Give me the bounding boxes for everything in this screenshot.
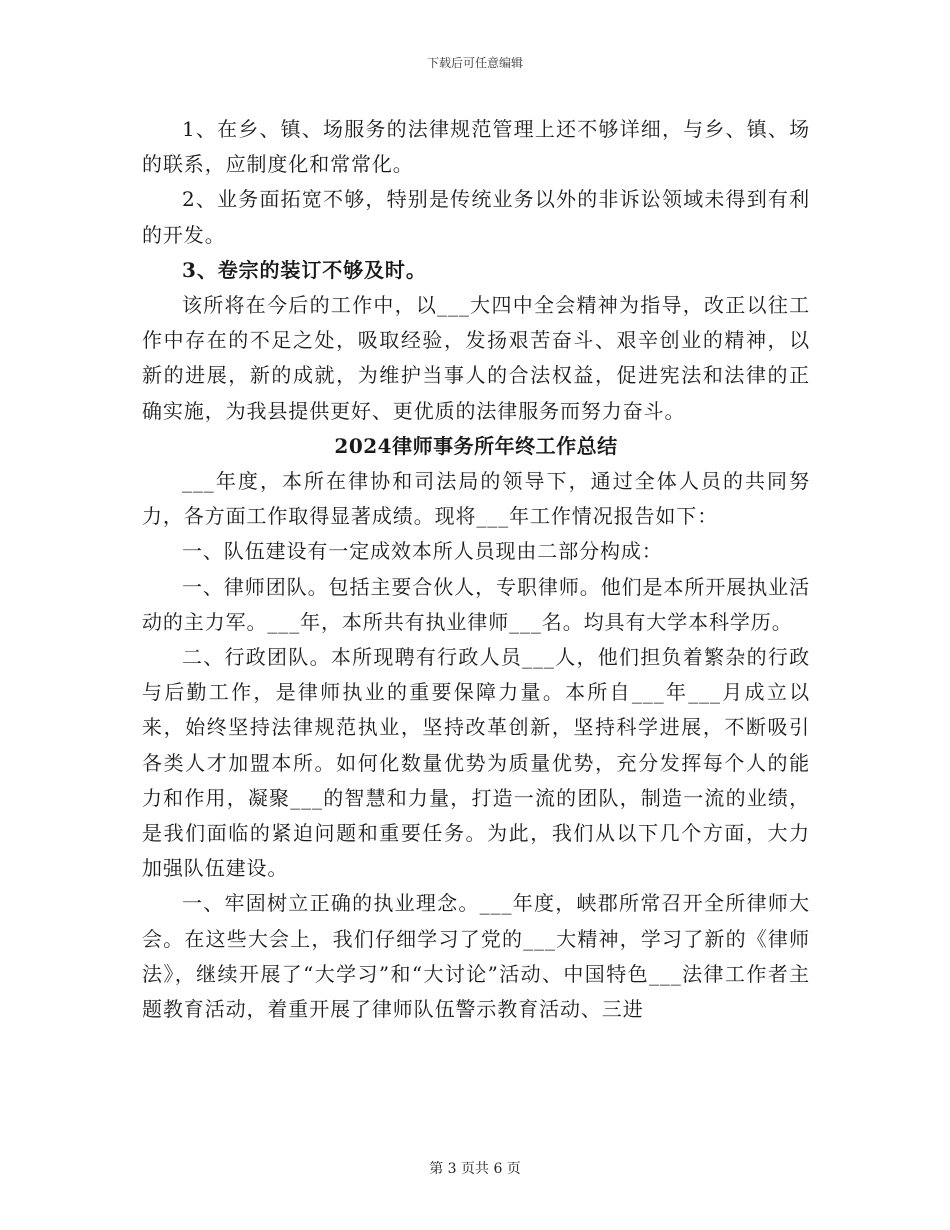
- page-number: 第 3 页共 6 页: [429, 1161, 521, 1177]
- paragraph-3-bold: 3、卷宗的装订不够及时。: [182, 257, 427, 282]
- page-header-note: 下载后可任意编辑: [426, 56, 523, 70]
- section-title: 2024律师事务所年终工作总结: [334, 433, 618, 458]
- paragraph-9: 一、牢固树立正确的执业理念。___年度，峡郡所常召开全所律师大会。在这些大会上，我们仔细学习了党的___大精神，学习了新的《律师法》，继续开展了“大学习”和“大讨论”活动、中国特色___法律工作者主题教育活动，着重开展了律师队伍警示教育活动、三进: [142, 891, 810, 1022]
- paragraph-4: 该所将在今后的工作中，以___大四中全会精神为指导，改正以往工作中存在的不足之处，吸取经验，发扬艰苦奋斗、艰辛创业的精神，以新的进展，新的成就，为维护当事人的合法权益，促进宪法和法律的正确实施，为我县提供更好、更优质的法律服务而努力奋斗。: [142, 293, 810, 423]
- paragraph-2: 2、业务面拓宽不够，特别是传统业务以外的非诉讼领域未得到有利的开发。: [142, 187, 810, 247]
- paragraph-7: 一、律师团队。包括主要合伙人，专职律师。他们是本所开展执业活动的主力军。___年，本所共有执业律师___名。均具有大学本科学历。: [142, 574, 810, 634]
- paragraph-8: 二、行政团队。本所现聘有行政人员___人，他们担负着繁杂的行政与后勤工作，是律师执业的重要保障力量。本所自___年___月成立以来，始终坚持法律规范执业，坚持改革创新，坚持科学进展，不断吸引各类人才加盟本所。如何化数量优势为质量优势，充分发挥每个人的能力和作用，凝聚___的智慧和力量，打造一流的团队，制造一流的业绩，是我们面临的紧迫问题和重要任务。为此，我们从以下几个方面，大力加强队伍建设。: [142, 645, 810, 881]
- paragraph-6: 一、队伍建设有一定成效本所人员现由二部分构成：: [182, 539, 663, 564]
- document-body: [142, 112, 810, 1027]
- paragraph-1: 1、在乡、镇、场服务的法律规范管理上还不够详细，与乡、镇、场的联系，应制度化和常常化。: [142, 117, 810, 177]
- paragraph-5: ___年度，本所在律协和司法局的领导下，通过全体人员的共同努力，各方面工作取得显著成绩。现将___年工作情况报告如下：: [142, 469, 810, 529]
